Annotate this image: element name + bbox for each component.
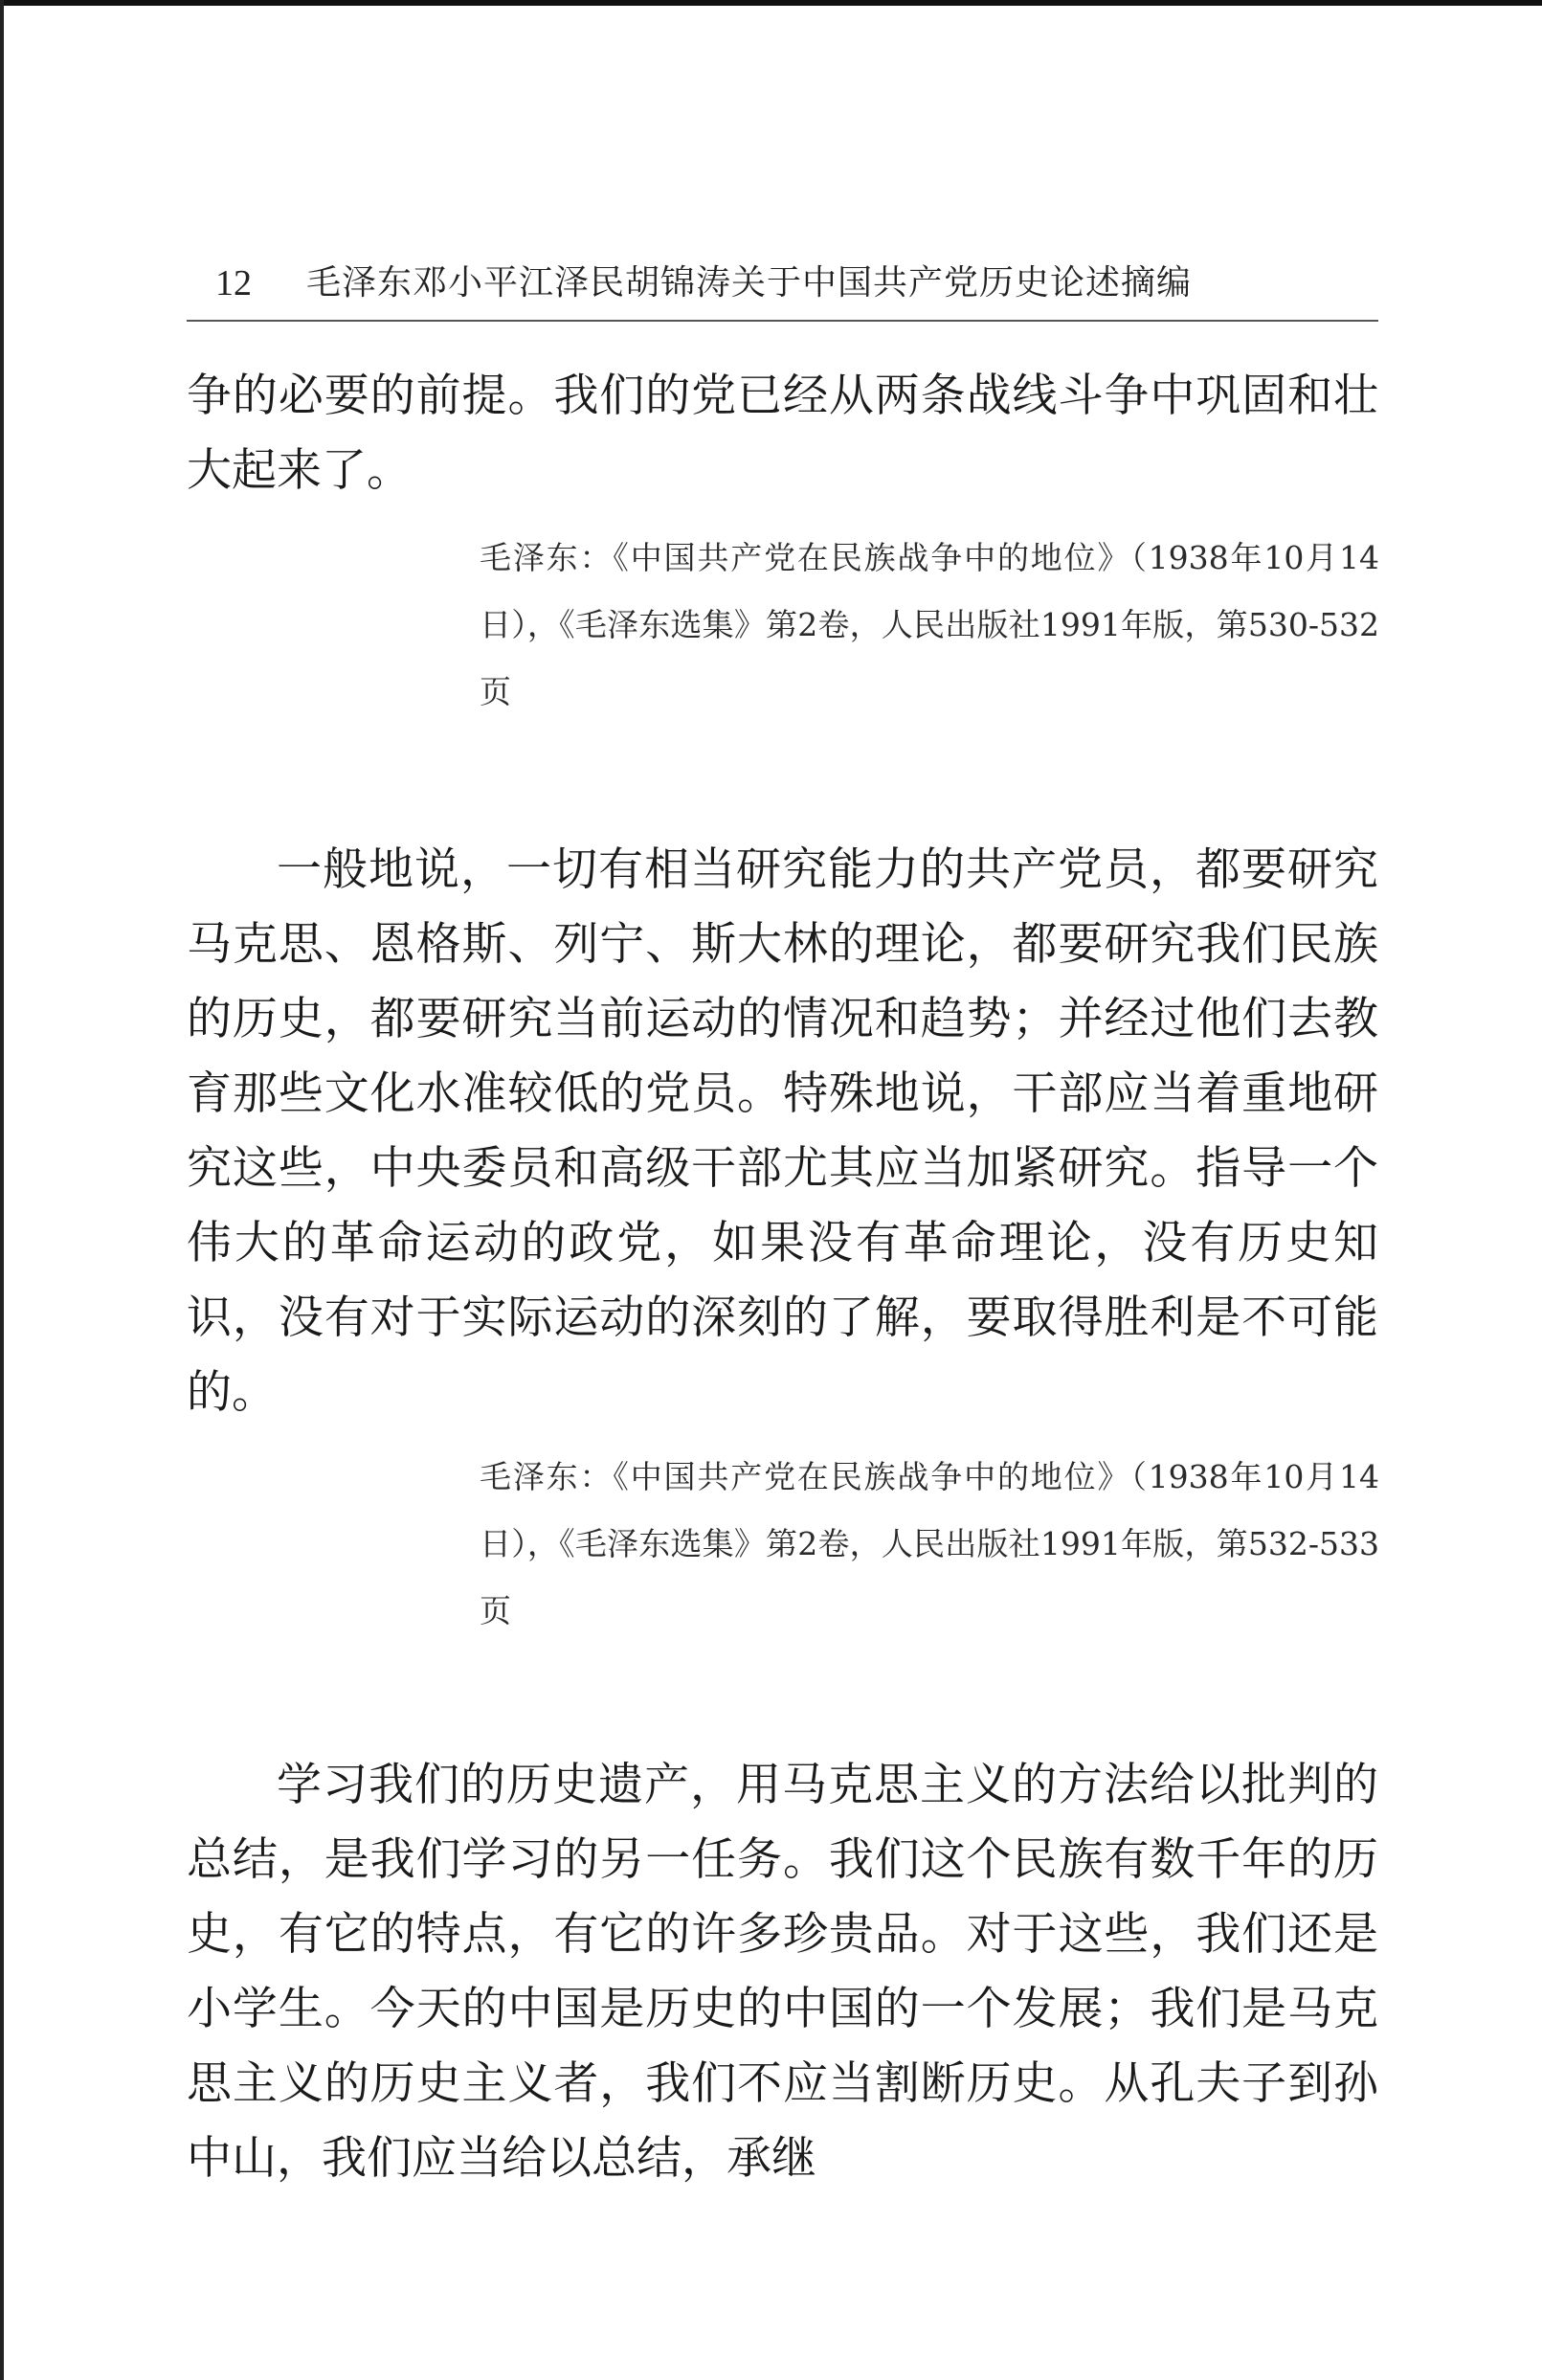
excerpt-3-paragraph: 学习我们的历史遗产，用马克思主义的方法给以批判的总结，是我们学习的另一任务。我们这个民族有数千年的历史，有它的特点，有它的许多珍贵品。对于这些，我们还是小学生。今天的中国是历史的中国的一个发展；我们是马克思主义的历史主义者，我们不应当割断历史。从孔夫子到孙中山，我们应当给以总结，承继 [187,1759,1378,2185]
excerpt-1-paragraph: 争的必要的前提。我们的党已经从两条战线斗争中巩固和壮大起来了。 [187,370,1378,497]
excerpt-2 [187,833,1378,1430]
excerpt-2-paragraph: 一般地说，一切有相当研究能力的共产党员，都要研究马克思、恩格斯、列宁、斯大林的理论，都要研究我们民族的历史，都要研究当前运动的情况和趋势；并经过他们去教育那些文化水准较低的党员。特殊地说，干部应当着重地研究这些，中央委员和高级干部尤其应当加紧研究。指导一个伟大的革命运动的政党，如果没有革命理论，没有历史知识，没有对于实际运动的深刻的了解，要取得胜利是不可能的。 [187,843,1378,1419]
scan-edge-left [0,0,4,2380]
excerpt-1-citation: 毛泽东：《中国共产党在民族战争中的地位》（1938年10月14日），《毛泽东选集》第2卷，人民出版社1991年版，第530-532页 [480,539,1379,710]
running-title: 毛泽东邓小平江泽民胡锦涛关于中国共产党历史论述摘编 [306,263,1193,303]
excerpt-3 [187,1748,1378,2196]
excerpt-1 [187,359,1378,508]
page-header [187,257,1378,322]
excerpt-2-citation: 毛泽东：《中国共产党在民族战争中的地位》（1938年10月14日），《毛泽东选集》第2卷，人民出版社1991年版，第532-533页 [480,1458,1379,1629]
page-number: 12 [215,263,252,303]
book-page [187,0,1378,2380]
